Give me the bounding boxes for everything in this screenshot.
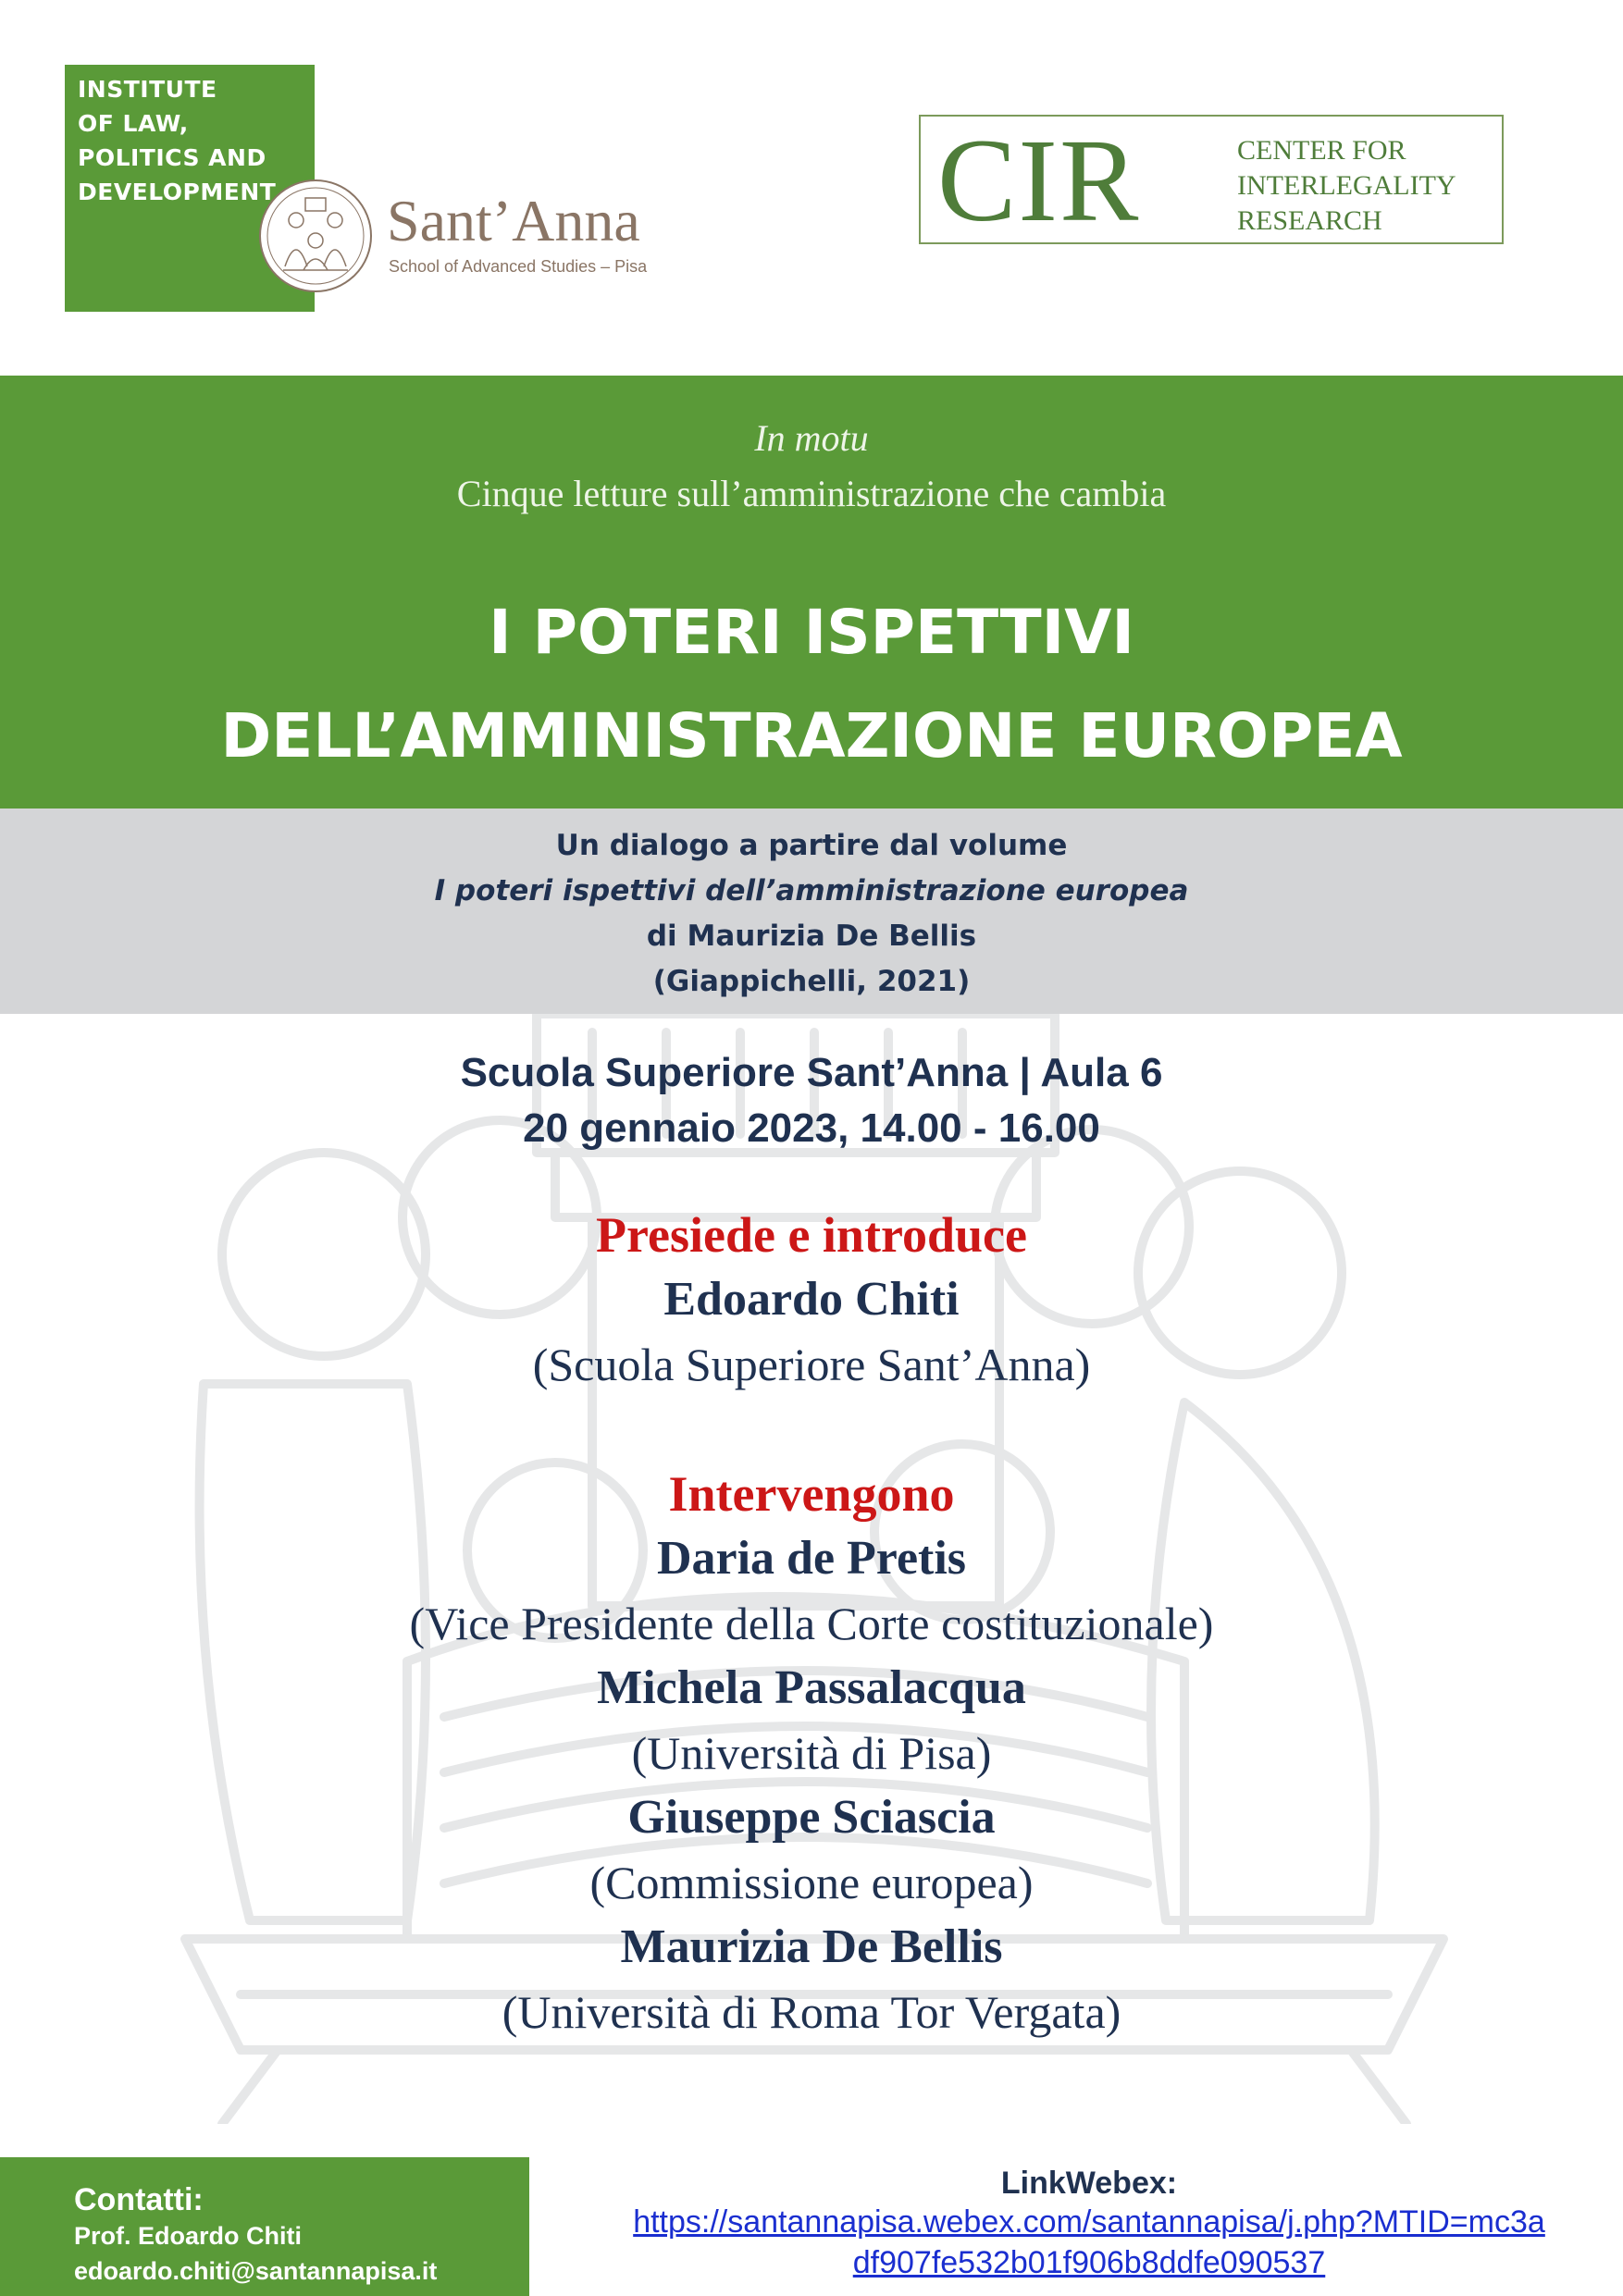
webex-title: LinkWebex: <box>1000 2166 1178 2201</box>
series-description: Cinque letture sull’amministrazione che cambia <box>456 473 1167 514</box>
contacts-title: Contatti: <box>74 2182 204 2217</box>
event-venue: Scuola Superiore Sant’Anna | Aula 6 <box>460 1050 1163 1095</box>
event-datetime: 20 gennaio 2023, 14.00 - 16.00 <box>523 1105 1100 1151</box>
title-line: DELL’AMMINISTRAZIONE EUROPEA <box>220 700 1403 772</box>
speaker-affiliation: (Università di Pisa) <box>631 1727 992 1779</box>
contacts-box <box>0 2157 529 2296</box>
title-line: I POTERI ISPETTIVI <box>489 597 1134 668</box>
speaker-affiliation: (Vice Presidente della Corte costituzionale) <box>409 1598 1214 1649</box>
program <box>0 1203 1623 2044</box>
speakers-role: Intervengono <box>668 1466 955 1522</box>
book-publisher: (Giappichelli, 2021) <box>652 965 971 998</box>
contact-name: Prof. Edoardo Chiti <box>74 2222 302 2250</box>
santanna-seal-icon <box>257 178 374 294</box>
title-band <box>0 376 1623 809</box>
book-band <box>0 809 1623 1014</box>
speaker-affiliation: (Commissione europea) <box>589 1857 1034 1908</box>
event-info <box>0 1045 1623 1156</box>
institute-line: INSTITUTE <box>78 76 217 103</box>
cir-description <box>1237 133 1456 239</box>
series-name: In motu <box>754 417 869 459</box>
school-subtitle: School of Advanced Studies – Pisa <box>389 257 648 276</box>
cir-line: CENTER FOR <box>1237 135 1406 166</box>
school-name: Sant’Anna <box>387 188 640 253</box>
speaker-affiliation: (Università di Roma Tor Vergata) <box>502 1986 1121 2038</box>
cir-line: INTERLEGALITY <box>1237 170 1456 201</box>
speaker-name: Giuseppe Sciascia <box>627 1791 996 1844</box>
institute-line: OF LAW, <box>78 110 189 137</box>
book-title: I poteri ispettivi dell’amministrazione europea <box>434 874 1189 907</box>
contact-email[interactable]: edoardo.chiti@santannapisa.it <box>74 2257 438 2285</box>
cir-line: RESEARCH <box>1237 205 1382 236</box>
institute-line: POLITICS AND <box>78 144 266 171</box>
speaker-name: Daria de Pretis <box>656 1532 967 1585</box>
page-title <box>0 581 1623 788</box>
webex-link-line2[interactable]: df907fe532b01f906b8ddfe090537 <box>852 2245 1326 2280</box>
book-intro: Un dialogo a partire dal volume <box>555 829 1068 862</box>
cir-letters: CIR <box>937 115 1141 246</box>
chair-affiliation: (Scuola Superiore Sant’Anna) <box>532 1339 1091 1390</box>
webex-link-line1[interactable]: https://santannapisa.webex.com/santannapisa/j.php?MTID=mc3a <box>633 2204 1545 2240</box>
speaker-name: Maurizia De Bellis <box>620 1920 1003 1973</box>
book-author: di Maurizia De Bellis <box>646 920 977 953</box>
institute-line: DEVELOPMENT <box>78 179 277 205</box>
chair-name: Edoardo Chiti <box>663 1273 960 1326</box>
chair-role: Presiede e introduce <box>596 1207 1027 1263</box>
speaker-name: Michela Passalacqua <box>597 1661 1026 1714</box>
cir-logo <box>919 115 1504 244</box>
webex-section <box>555 2165 1623 2283</box>
